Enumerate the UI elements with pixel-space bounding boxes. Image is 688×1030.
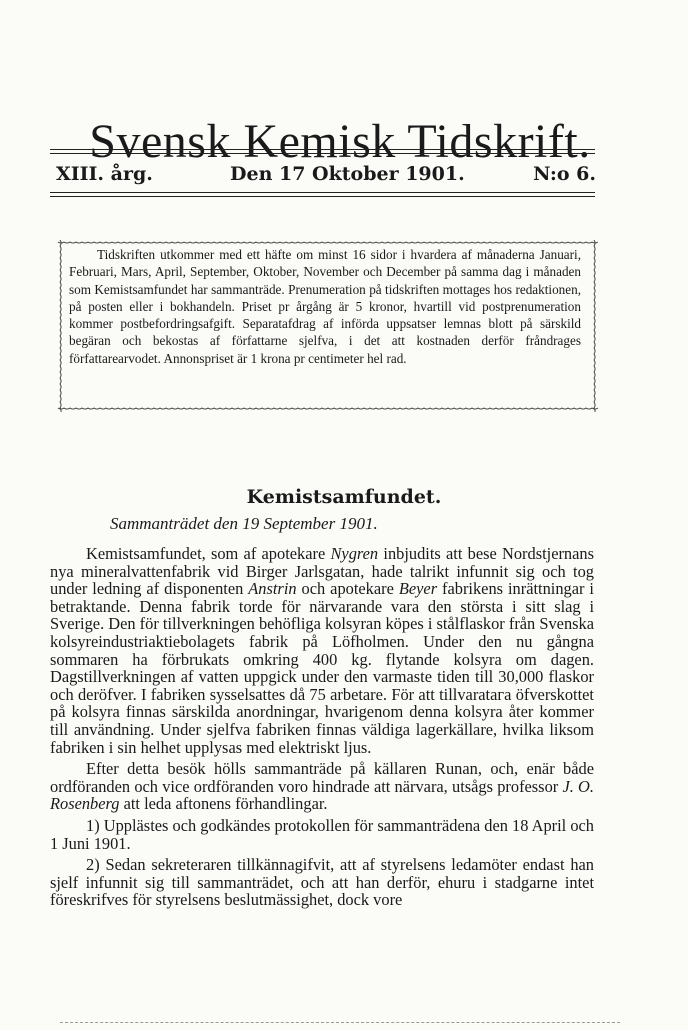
section-heading: Kemistsamfundet. — [246, 485, 442, 508]
paragraph-factory-visit: Kemistsamfundet, som af apotekare Nygren inbjudits att bese Nordstjernans nya mineralvattenfabrik vid Birger Jarlsgatan, hade talrikt infunnit sig och tog under ledning af disponenten Anstrin och apotekare Beyer fabrikens inrättningar i betraktande. Denna fabrik torde för närvarande vara den största i sitt slag i Sverige. Den för tillverkningen behöfliga kolsyran köpes i stålflaskor från Svenska kolsyreindustriaktiebolagets fabrik på Löfholmen. Under den nu gångna sommaren ha förbrukats omkring 400 kg. flytande kolsyra om dagen. Dagstillverkningen af vatten uppgick under den varmaste tiden till 30,000 flaskor och deröfver. I fabriken sysselsattes då 75 arbetare. För att tillvaratага öfverskottet på kolsyra finnas särskilda anordningar, hvarigenom denna kolsyra åter kommer till användning. Under sjelfva fabriken finnas väldiga lagerkällare, hvilka liksom fabriken i sin helhet upplysas med elektriskt ljus. — [50, 544, 594, 757]
person-name: Nygren — [330, 544, 379, 563]
notice-text: Tidskriften utkommer med ett häfte om minst 16 sidor i hvardera af månaderna Januari, Februari, Mars, April, September, Oktober, November och December på samma dag i månaden som Kemistsamfundet har sammanträde. Prenumeration på tidskriften mottages hos redaktionen, på posten eller i bokhandeln. Priset pr årgång är 5 kronor, hvartill vid postprenumeration kommer postbefordringsafgift. Separatafdrag af införda uppsatser lemnas blott på särskild begäran och bekostas af författarne sjelfva, i det att kostnaden derför fråndrages författarearvodet. Annonspriset är 1 krona pr centimeter hel rad. — [69, 247, 581, 366]
paragraph-meeting: Efter detta besök hölls sammanträde på källaren Runan, och, enär både ordföranden och vice ordföranden voro hindrade att närvara, utsågs professor J. O. Rosenberg att leda aftonens förhandlingar. — [50, 759, 594, 814]
subscription-notice-box — [56, 238, 598, 412]
article-body — [50, 545, 594, 909]
person-name: Beyer — [398, 579, 438, 599]
paragraph-item-1: 1) Upplästes och godkändes protokollen för sammanträdena den 18 April och 1 Juni 1901. — [50, 815, 594, 853]
header-rule-top-1 — [50, 149, 595, 150]
page-bottom-edge — [60, 1022, 620, 1023]
issue-date: Den 17 Oktober 1901. — [230, 163, 465, 185]
meeting-subheading: Sammanträdet den 19 September 1901. — [110, 514, 378, 533]
header-rule-top-2 — [50, 153, 595, 154]
person-name: J. O. Rosenberg — [50, 776, 594, 814]
issue-number: N:o 6. — [533, 163, 596, 185]
journal-title: Svensk Kemisk Tidskrift. — [89, 115, 591, 169]
person-name: Anstrin — [248, 579, 297, 599]
header-rule-bottom-2 — [50, 196, 595, 197]
volume-label: XIII. årg. — [56, 163, 153, 185]
header-rule-bottom-1 — [50, 192, 595, 193]
paragraph-item-2: 2) Sedan sekreteraren tillkännagifvit, att af styrelsens ledamöter endast han sjelf infunnit sig till sammanträdet, och att han derför, ehuru i stadgarne intet föreskrifves för styrelsens beslutmässighet, dock vore — [50, 855, 594, 910]
issue-line — [56, 163, 596, 189]
